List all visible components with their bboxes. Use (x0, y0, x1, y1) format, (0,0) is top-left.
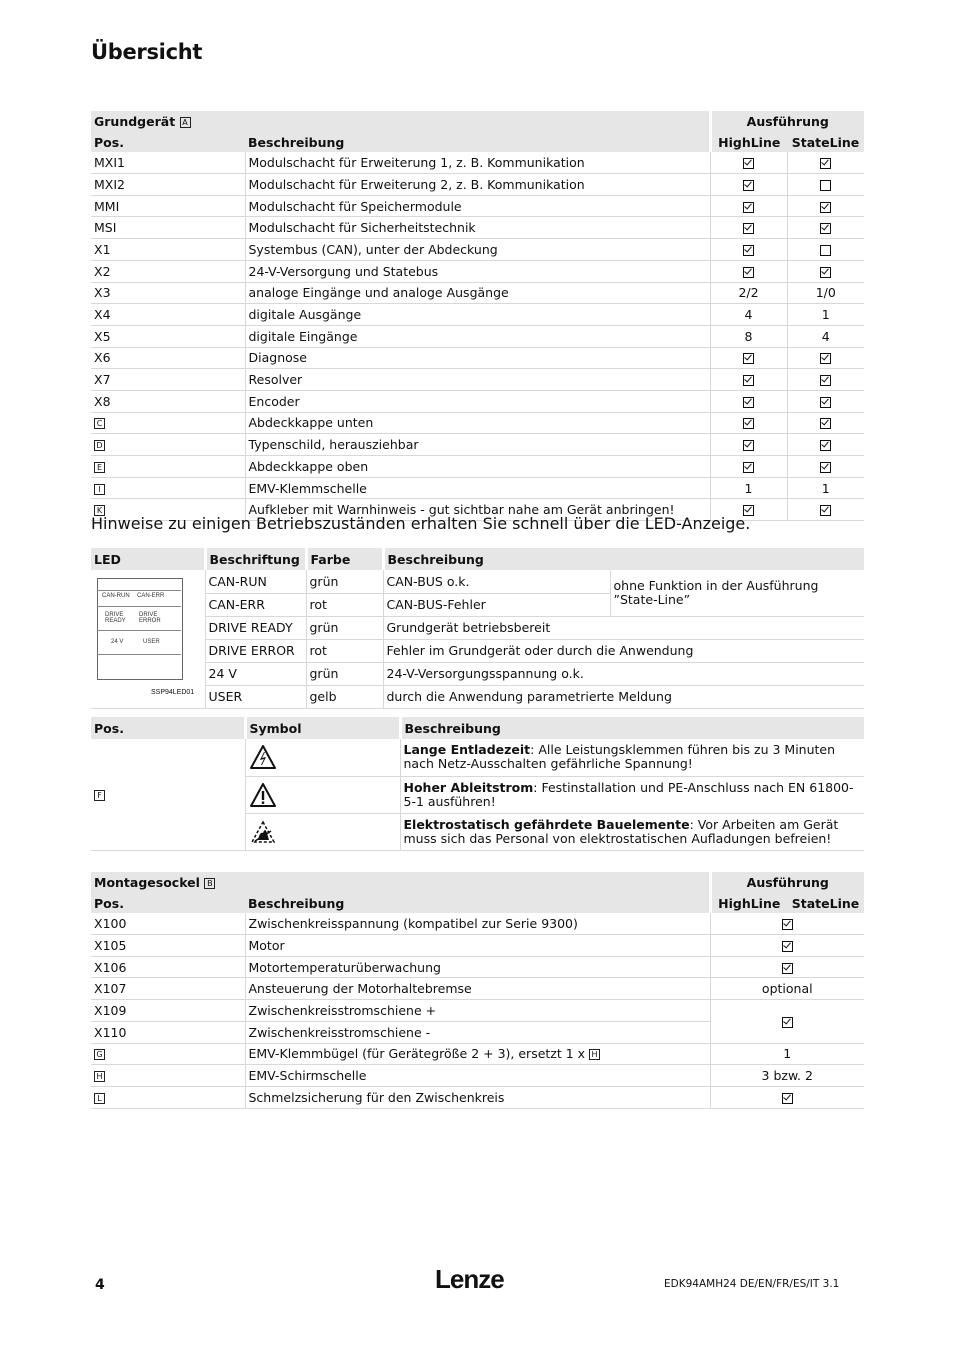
table-row (91, 570, 864, 593)
checked-checkbox-icon (782, 1017, 793, 1028)
desc-cell: Abdeckkappe unten (245, 412, 710, 434)
label-cell: CAN-ERR (205, 593, 306, 616)
symbol-table (91, 717, 864, 851)
color-cell: grün (306, 570, 383, 593)
pos-cell (91, 1043, 245, 1065)
col-label: Beschriftung (205, 548, 306, 570)
table-row (91, 239, 864, 261)
highline-cell (710, 239, 787, 261)
desc-cell: Resolver (245, 369, 710, 391)
checked-checkbox-icon (820, 462, 831, 473)
table-row (91, 195, 864, 217)
led-panel-figure (91, 570, 196, 696)
desc-cell (245, 956, 710, 978)
table-row (91, 1086, 864, 1108)
fig-label-user: USER (143, 639, 160, 645)
highline-cell (710, 282, 787, 304)
col-desc: Beschreibung (245, 893, 710, 914)
cell-value: 1 (821, 480, 830, 496)
desc-cell: Modulschacht für Speichermodule (245, 195, 710, 217)
desc-cell (245, 935, 710, 957)
table-row (91, 477, 864, 499)
ausfuehrung-cell (710, 1043, 864, 1065)
desc-text: Zwischenkreisstromschiene + (248, 1002, 437, 1018)
color-cell: grün (306, 662, 383, 685)
table-row (91, 935, 864, 957)
table-row (91, 662, 864, 685)
table-header-title: Montagesockel B (91, 872, 710, 893)
stateline-cell (787, 282, 864, 304)
color-cell: grün (306, 616, 383, 639)
fig-label-can-run: CAN-RUN (102, 593, 130, 599)
figure-reference: SSP94LED01 (151, 689, 195, 696)
highline-cell (710, 456, 787, 478)
pos-cell (91, 1065, 245, 1087)
desc-cell (245, 1065, 710, 1087)
stateline-cell (787, 499, 864, 521)
pos-cell (91, 913, 245, 934)
table-row (91, 913, 864, 934)
desc-cell (400, 739, 864, 776)
led-table (91, 548, 864, 709)
checked-checkbox-icon (820, 375, 831, 386)
table-row (91, 369, 864, 391)
stateline-cell (787, 369, 864, 391)
table-row (91, 456, 864, 478)
checked-checkbox-icon (743, 245, 754, 256)
table-header-ausfuehrung: Ausführung (710, 872, 864, 893)
checked-checkbox-icon (743, 223, 754, 234)
pos-cell (91, 1000, 245, 1022)
label-cell: 24 V (205, 662, 306, 685)
table-row (91, 956, 864, 978)
cell-value: 1 (783, 1046, 792, 1062)
table-row (91, 685, 864, 708)
checked-checkbox-icon (820, 397, 831, 408)
highline-cell (710, 412, 787, 434)
col-color: Farbe (306, 548, 383, 570)
checked-checkbox-icon (743, 375, 754, 386)
position-label: X105 (94, 937, 127, 953)
led-intro-sentence: Hinweise zu einigen Betriebszuständen erhalten Sie schnell über die LED-Anzeige. (91, 514, 751, 533)
table-row (91, 282, 864, 304)
general-warning-icon (249, 782, 397, 808)
position-box: A (180, 117, 191, 128)
document-reference: EDK94AMH24 DE/EN/FR/ES/IT 3.1 (664, 1278, 840, 1290)
desc-cell: Aufkleber mit Warnhinweis - gut sichtbar nahe am Gerät anbringen! (245, 499, 710, 521)
col-led: LED (91, 548, 205, 570)
page-title: Übersicht (91, 40, 203, 64)
checked-checkbox-icon (743, 353, 754, 364)
pos-cell (91, 978, 245, 1000)
desc-text: EMV-Klemmbügel (für Gerätegröße 2 + 3), ersetzt 1 x (248, 1046, 586, 1062)
cell-value: optional (761, 981, 813, 997)
pos-cell (91, 412, 245, 434)
col-pos: Pos. (91, 893, 245, 914)
stateline-cell (787, 412, 864, 434)
checked-checkbox-icon (820, 505, 831, 516)
desc-cell: Diagnose (245, 347, 710, 369)
highline-cell (710, 477, 787, 499)
warning-text: : Festinstallation und PE-Anschluss nach EN 61800-5-1 ausführen! (403, 779, 854, 809)
table-row (91, 978, 864, 1000)
pos-cell (91, 217, 245, 239)
desc-cell (245, 1000, 710, 1022)
fig-label-24v: 24 V (111, 639, 124, 645)
table-row (91, 217, 864, 239)
col-symbol: Symbol (245, 717, 400, 739)
warning-text: : Vor Arbeiten am Gerät muss sich das Personal von elektrostatischen Aufladungen befreien! (403, 816, 839, 846)
stateline-cell (787, 260, 864, 282)
ausfuehrung-cell (710, 978, 864, 1000)
highline-cell (710, 434, 787, 456)
table-row (91, 304, 864, 326)
pos-cell (91, 239, 245, 261)
empty-checkbox-icon (820, 245, 831, 256)
desc-cell: CAN-BUS o.k. (383, 570, 610, 593)
position-box: H (589, 1049, 600, 1060)
desc-cell: 24-V-Versorgung und Statebus (245, 260, 710, 282)
highline-cell (710, 304, 787, 326)
esd-warning-icon (249, 819, 397, 845)
panel-divider (97, 606, 181, 607)
stateline-cell (787, 217, 864, 239)
pos-cell (91, 347, 245, 369)
desc-text: Motor (248, 937, 285, 953)
desc-cell (245, 1043, 710, 1065)
ausfuehrung-cell (710, 1000, 864, 1043)
stateline-cell (787, 434, 864, 456)
checked-checkbox-icon (782, 919, 793, 930)
fig-label-drive-error: DRIVE ERROR (139, 612, 161, 624)
position-box: C (94, 418, 105, 429)
position-label: X7 (94, 372, 111, 388)
checked-checkbox-icon (743, 462, 754, 473)
desc-cell: Fehler im Grundgerät oder durch die Anwendung (383, 639, 864, 662)
position-box: G (94, 1049, 105, 1060)
cell-value: 4 (744, 307, 753, 323)
warning-title: Lange Entladezeit (403, 742, 531, 758)
checked-checkbox-icon (743, 267, 754, 278)
col-highline: HighLine (710, 893, 787, 914)
position-label: X107 (94, 981, 127, 997)
stateline-cell (787, 477, 864, 499)
color-cell: rot (306, 593, 383, 616)
desc-cell: Encoder (245, 390, 710, 412)
desc-cell: Systembus (CAN), unter der Abdeckung (245, 239, 710, 261)
position-box: B (204, 878, 215, 889)
label-cell: DRIVE READY (205, 616, 306, 639)
pos-cell (91, 434, 245, 456)
checked-checkbox-icon (782, 963, 793, 974)
desc-cell: Modulschacht für Erweiterung 1, z. B. Kommunikation (245, 152, 710, 173)
col-desc: Beschreibung (245, 132, 710, 153)
montagesockel-table (91, 872, 864, 1109)
position-box: K (94, 505, 105, 516)
stateline-cell (787, 174, 864, 196)
pos-cell (91, 282, 245, 304)
checked-checkbox-icon (820, 202, 831, 213)
panel-divider (97, 590, 181, 591)
warning-text: : Alle Leistungsklemmen führen bis zu 3 Minuten nach Netz-Ausschalten gefährliche Spannung! (403, 742, 836, 772)
highline-cell (710, 325, 787, 347)
pos-cell (91, 935, 245, 957)
col-pos: Pos. (91, 717, 245, 739)
position-label: MSI (94, 220, 117, 236)
pos-cell (91, 956, 245, 978)
desc-cell: durch die Anwendung parametrierte Meldung (383, 685, 864, 708)
checked-checkbox-icon (743, 202, 754, 213)
color-cell: gelb (306, 685, 383, 708)
stateline-cell (787, 195, 864, 217)
ausfuehrung-cell (710, 956, 864, 978)
cell-value: 1 (821, 307, 830, 323)
stateline-cell (787, 347, 864, 369)
checked-checkbox-icon (743, 440, 754, 451)
label-cell: CAN-RUN (205, 570, 306, 593)
highline-cell (710, 347, 787, 369)
desc-cell: Typenschild, herausziehbar (245, 434, 710, 456)
desc-text: Ansteuerung der Motorhaltebremse (248, 981, 472, 997)
symbol-cell (245, 739, 400, 776)
desc-cell: Grundgerät betriebsbereit (383, 616, 864, 639)
symbol-cell (245, 813, 400, 850)
pos-cell (91, 174, 245, 196)
desc-cell: 24-V-Versorgungsspannung o.k. (383, 662, 864, 685)
table-row (91, 412, 864, 434)
checked-checkbox-icon (820, 267, 831, 278)
stateline-cell (787, 304, 864, 326)
desc-cell: Modulschacht für Sicherheitstechnik (245, 217, 710, 239)
position-box: H (94, 1071, 105, 1082)
cell-value: 1/0 (815, 285, 836, 301)
desc-text: Zwischenkreisspannung (kompatibel zur Serie 9300) (248, 916, 578, 932)
warning-title: Hoher Ableitstrom (403, 779, 534, 795)
table-row (91, 1000, 864, 1022)
table-row (91, 390, 864, 412)
position-label: X100 (94, 916, 127, 932)
col-stateline: StateLine (787, 893, 864, 914)
panel-divider (97, 654, 181, 655)
desc-cell (245, 1021, 710, 1043)
checked-checkbox-icon (743, 418, 754, 429)
high-voltage-warning-icon (249, 744, 397, 770)
highline-cell (710, 260, 787, 282)
position-label: X110 (94, 1024, 127, 1040)
position-label: X8 (94, 393, 111, 409)
cell-value: 4 (821, 328, 830, 344)
led-figure-cell (91, 570, 205, 708)
ausfuehrung-cell (710, 1086, 864, 1108)
col-desc: Beschreibung (383, 548, 864, 570)
highline-cell (710, 195, 787, 217)
checked-checkbox-icon (743, 158, 754, 169)
empty-checkbox-icon (820, 180, 831, 191)
checked-checkbox-icon (743, 397, 754, 408)
stateline-cell (787, 456, 864, 478)
col-highline: HighLine (710, 132, 787, 153)
page-number: 4 (95, 1277, 105, 1293)
checked-checkbox-icon (820, 223, 831, 234)
stateline-cell (787, 325, 864, 347)
position-label: X3 (94, 285, 111, 301)
col-stateline: StateLine (787, 132, 864, 153)
pos-cell (91, 390, 245, 412)
highline-cell (710, 217, 787, 239)
position-label: X6 (94, 350, 111, 366)
position-label: MMI (94, 198, 120, 214)
position-box: F (94, 790, 105, 801)
checked-checkbox-icon (820, 353, 831, 364)
desc-cell (245, 1086, 710, 1108)
desc-cell: Abdeckkappe oben (245, 456, 710, 478)
pos-cell (91, 739, 245, 850)
pos-cell (91, 304, 245, 326)
color-cell: rot (306, 639, 383, 662)
table-header-title: Grundgerät A (91, 111, 710, 132)
stateline-cell (787, 152, 864, 173)
label-cell: USER (205, 685, 306, 708)
desc-cell: digitale Ausgänge (245, 304, 710, 326)
desc-text: EMV-Schirmschelle (248, 1068, 367, 1084)
table-row (91, 347, 864, 369)
desc-cell (245, 978, 710, 1000)
checked-checkbox-icon (782, 1093, 793, 1104)
checked-checkbox-icon (820, 418, 831, 429)
table-row (91, 616, 864, 639)
highline-cell (710, 174, 787, 196)
highline-cell (710, 369, 787, 391)
position-label: MXI2 (94, 176, 125, 192)
ausfuehrung-cell (710, 1065, 864, 1087)
table-row (91, 1065, 864, 1087)
position-box: D (94, 440, 105, 451)
checked-checkbox-icon (782, 941, 793, 952)
fig-label-drive-ready: DRIVE READY (105, 612, 126, 624)
symbol-cell (245, 776, 400, 813)
cell-value: 8 (744, 328, 753, 344)
pos-cell (91, 1021, 245, 1043)
desc-cell: CAN-BUS-Fehler (383, 593, 610, 616)
desc-text: Schmelzsicherung für den Zwischenkreis (248, 1089, 505, 1105)
desc-cell (400, 776, 864, 813)
table-row (91, 325, 864, 347)
ausfuehrung-cell (710, 935, 864, 957)
table-row (91, 174, 864, 196)
ausfuehrung-cell (710, 913, 864, 934)
position-label: X2 (94, 263, 111, 279)
grundgeraet-table (91, 111, 864, 521)
col-desc: Beschreibung (400, 717, 864, 739)
desc-text: Zwischenkreisstromschiene - (248, 1024, 431, 1040)
position-label: X5 (94, 328, 111, 344)
pos-cell (91, 477, 245, 499)
cell-value: 3 bzw. 2 (761, 1068, 813, 1084)
table-header-ausfuehrung: Ausführung (710, 111, 864, 132)
checked-checkbox-icon (820, 158, 831, 169)
table-row (91, 434, 864, 456)
pos-cell (91, 195, 245, 217)
desc-cell: EMV-Klemmschelle (245, 477, 710, 499)
pos-cell (91, 152, 245, 173)
position-label: MXI1 (94, 155, 125, 171)
label-cell: DRIVE ERROR (205, 639, 306, 662)
pos-cell (91, 369, 245, 391)
position-label: X106 (94, 959, 127, 975)
cell-value: 2/2 (738, 285, 759, 301)
position-box: L (94, 1093, 105, 1104)
stateline-note: ohne Funktion in der Ausführung ”State-Line” (610, 570, 864, 616)
checked-checkbox-icon (820, 440, 831, 451)
table-row (91, 1043, 864, 1065)
desc-cell: analoge Eingänge und analoge Ausgänge (245, 282, 710, 304)
table-row (91, 260, 864, 282)
stateline-cell (787, 239, 864, 261)
table-row (91, 739, 864, 776)
pos-cell (91, 325, 245, 347)
desc-text: Motortemperaturüberwachung (248, 959, 441, 975)
position-label: X109 (94, 1002, 127, 1018)
position-label: X4 (94, 307, 111, 323)
highline-cell (710, 390, 787, 412)
table-row (91, 152, 864, 173)
col-pos: Pos. (91, 132, 245, 153)
panel-divider (97, 630, 181, 631)
table-row (91, 639, 864, 662)
position-box: I (94, 484, 105, 495)
lenze-logo: Lenze (435, 1264, 504, 1294)
pos-cell (91, 456, 245, 478)
highline-cell (710, 152, 787, 173)
pos-cell (91, 1086, 245, 1108)
cell-value: 1 (744, 480, 753, 496)
checked-checkbox-icon (743, 180, 754, 191)
stateline-cell (787, 390, 864, 412)
pos-cell (91, 260, 245, 282)
desc-cell: Modulschacht für Erweiterung 2, z. B. Kommunikation (245, 174, 710, 196)
position-box: E (94, 462, 105, 473)
desc-cell: digitale Eingänge (245, 325, 710, 347)
fig-label-can-err: CAN-ERR (137, 593, 165, 599)
position-label: X1 (94, 241, 111, 257)
warning-title: Elektrostatisch gefährdete Bauelemente (403, 816, 690, 832)
desc-cell (400, 813, 864, 850)
desc-cell (245, 913, 710, 934)
